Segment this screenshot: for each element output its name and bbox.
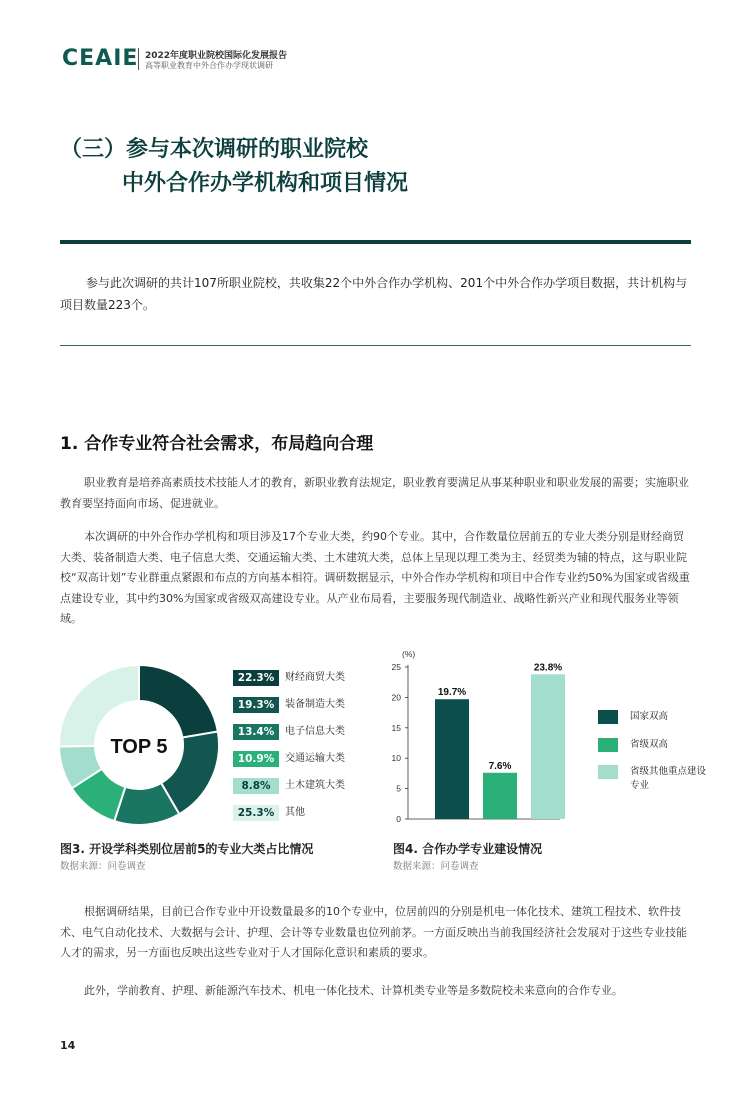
pie-legend-label: 装备制造大类 bbox=[285, 699, 345, 710]
pie-legend-label: 财经商贸大类 bbox=[285, 672, 345, 683]
section-divider bbox=[60, 240, 691, 244]
section-title bbox=[60, 133, 408, 201]
figure4-source: 数据来源：问卷调查 bbox=[393, 861, 479, 872]
bar-value-label: 23.8% bbox=[533, 662, 563, 674]
pie-legend-label: 交通运输大类 bbox=[285, 753, 345, 764]
pie-legend-value: 8.8% bbox=[233, 778, 279, 794]
pie-legend-value: 19.3% bbox=[233, 697, 279, 713]
y-tick-label: 10 bbox=[391, 753, 401, 764]
paragraph-4: 此外，学前教育、护理、新能源汽车技术、机电一体化技术、计算机类专业等是多数院校未来意向的合作专业。 bbox=[84, 984, 623, 997]
donut-slice-5 bbox=[59, 665, 139, 747]
bar-legend-label: 省级双高 bbox=[630, 739, 669, 750]
bar-1 bbox=[483, 773, 517, 819]
y-tick-label: 20 bbox=[391, 692, 401, 703]
pie-legend-value: 22.3% bbox=[233, 670, 279, 686]
pie-legend-value: 10.9% bbox=[233, 751, 279, 767]
intro-paragraph: 参与此次调研的共计107所职业院校，共收集22个中外合作办学机构、201个中外合作办学项目数据，共计机构与项目数量223个。 bbox=[60, 276, 688, 312]
paragraph-2: 本次调研的中外合作办学机构和项目涉及17个专业大类，约90个专业。其中，合作数量位居前五的专业大类分别是财经商贸大类、装备制造大类、电子信息大类、交通运输大类、土木建筑大类，总体上呈现以理工类为主、经贸类为辅的特点，这与职业院校“双高计划”专业群重点紧跟和布点的方向基本相符。调研数据显示，中外合作办学机构和项目中合作专业约50%为国家或省级重点建设专业，其中约30%为国家或省级双高建设专业。从产业布局看，主要服务现代制造业、战略性新兴产业和现代服务业等领域。 bbox=[60, 530, 690, 625]
bar-legend-swatch bbox=[598, 765, 618, 779]
bar-legend-label: 省级其他重点建设专业 bbox=[630, 766, 707, 791]
header-divider bbox=[138, 48, 139, 70]
bar-series bbox=[435, 662, 565, 819]
subsection-heading: 1. 合作专业符合社会需求，布局趋向合理 bbox=[60, 434, 374, 454]
bar-legend-label: 国家双高 bbox=[630, 711, 669, 722]
figure3-caption: 图3. 开设学科类别位居前5的专业大类占比情况 bbox=[60, 842, 314, 856]
y-tick-label: 25 bbox=[391, 662, 401, 672]
report-logo: CEAIE bbox=[62, 46, 139, 71]
bar-value-label: 19.7% bbox=[437, 687, 467, 699]
pie-legend-label: 电子信息大类 bbox=[285, 726, 345, 737]
pie-legend-value: 25.3% bbox=[233, 805, 279, 821]
donut-chart bbox=[56, 662, 222, 828]
page-number: 14 bbox=[60, 1039, 76, 1052]
pie-legend-value: 13.4% bbox=[233, 724, 279, 740]
section-title-line1: （三）参与本次调研的职业院校 bbox=[60, 137, 369, 162]
pie-legend-label: 其他 bbox=[285, 807, 305, 818]
pie-legend-label: 土木建筑大类 bbox=[285, 780, 345, 791]
section-title-line2: 中外合作办学机构和项目情况 bbox=[122, 171, 409, 196]
paragraph-3: 根据调研结果，目前已合作专业中开设数量最多的10个专业中，位居前四的分别是机电一体化技术、建筑工程技术、软件技术、电气自动化技术、大数据与会计、护理、会计等专业数量也位列前茅。一方面反映出当前我国经济社会发展对于这些专业技能人才的需求，另一方面也反映出这些专业对于人才国际化意识和素质的要求。 bbox=[60, 905, 687, 959]
figure4-caption: 图4. 合作办学专业建设情况 bbox=[393, 842, 543, 856]
y-tick-label: 0 bbox=[396, 814, 401, 824]
y-axis-unit: (%) bbox=[402, 649, 416, 659]
report-title: 2022年度职业院校国际化发展报告 bbox=[145, 51, 288, 61]
paragraph-1: 职业教育是培养高素质技术技能人才的教育，新职业教育法规定，职业教育要满足从事某种职业和职业发展的需要；实施职业教育要坚持面向市场、促进就业。 bbox=[60, 476, 689, 510]
figure3-source: 数据来源：问卷调查 bbox=[60, 861, 146, 872]
report-subtitle: 高等职业教育中外合作办学现状调研 bbox=[145, 61, 273, 70]
bar-legend-swatch bbox=[598, 710, 618, 724]
bar-2 bbox=[531, 674, 565, 819]
bar-legend-swatch bbox=[598, 738, 618, 752]
y-tick-label: 5 bbox=[396, 783, 401, 794]
bar-value-label: 7.6% bbox=[488, 760, 512, 772]
donut-slice-0 bbox=[139, 665, 218, 738]
intro-divider bbox=[60, 345, 691, 346]
donut-center-label: TOP 5 bbox=[110, 736, 168, 758]
bar-0 bbox=[435, 699, 469, 819]
y-tick-label: 15 bbox=[391, 722, 401, 733]
bar-chart bbox=[380, 645, 580, 830]
